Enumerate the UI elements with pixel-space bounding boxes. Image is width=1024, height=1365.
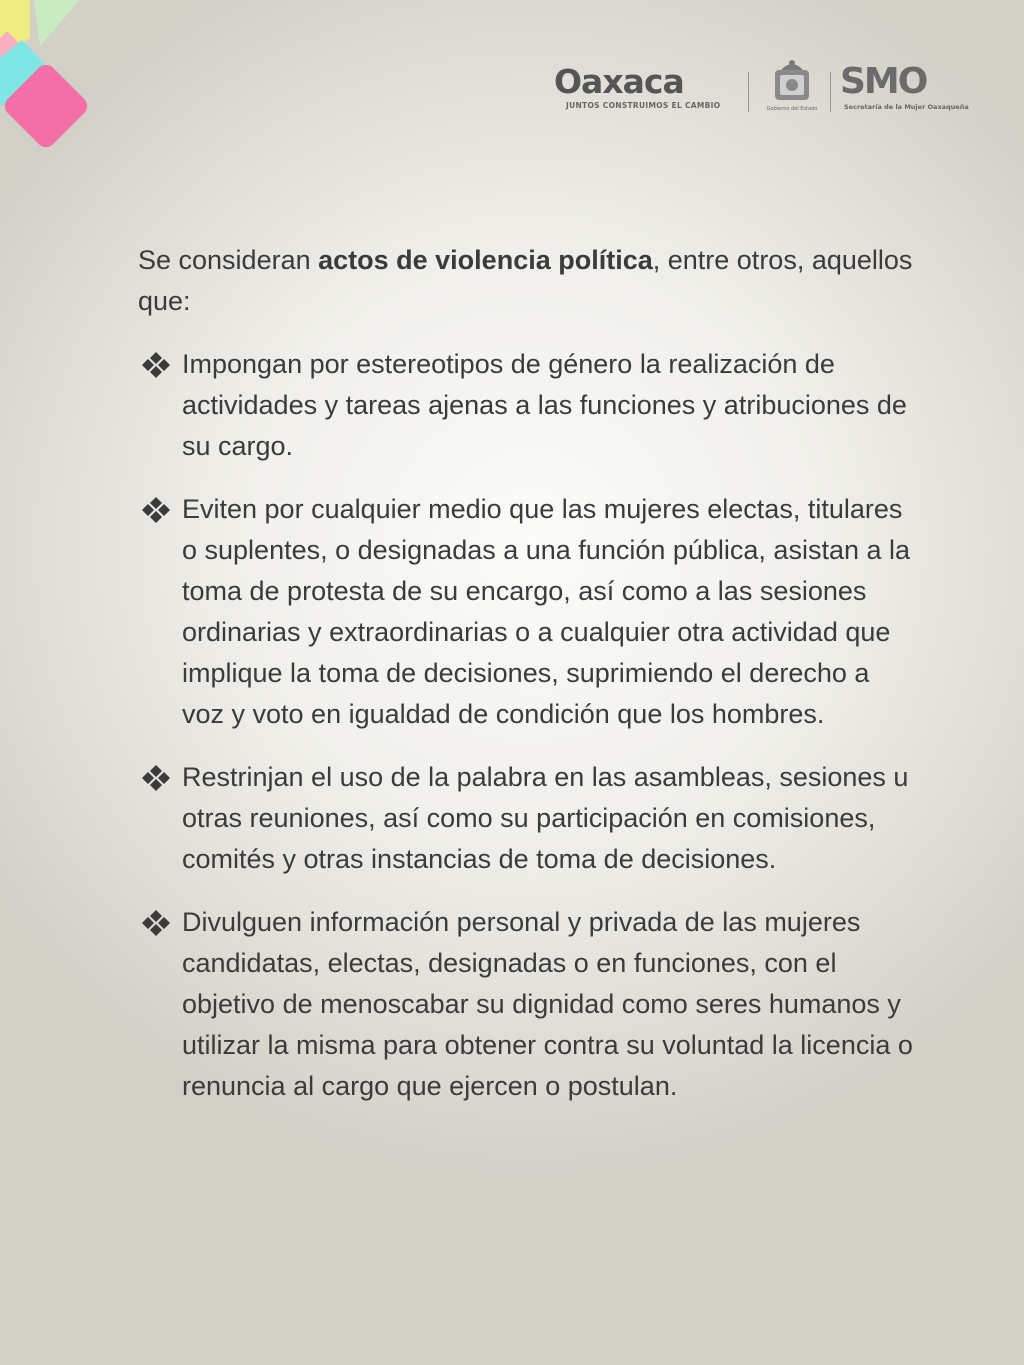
smo-caption: Secretaría de la Mujer Oaxaqueña xyxy=(844,103,969,111)
logo-divider xyxy=(830,72,831,112)
oaxaca-tagline: JUNTOS CONSTRUIMOS EL CAMBIO xyxy=(566,101,721,110)
bullet-text: Divulguen información personal y privada de las mujeres candidatas, electas, designadas o en funciones, con el objetivo de menoscabar su dignidad como seres humanos y utilizar la misma para obtener contra su voluntad la licencia o renuncia al cargo que ejercen o postulan. xyxy=(182,907,913,1101)
slide-content xyxy=(138,240,918,1129)
bullet-text: Impongan por estereotipos de género la realización de actividades y tareas ajenas a las funciones y atribuciones de su cargo. xyxy=(182,349,907,461)
header-logos xyxy=(552,58,972,118)
state-seal-icon xyxy=(769,58,815,102)
logo-divider xyxy=(748,72,749,112)
bullet-text: Eviten por cualquier medio que las mujeres electas, titulares o suplentes, o designadas a una función pública, asistan a la toma de protesta de su encargo, así como a las sesiones ordinarias y extraordinarias o a cualquier otra actividad que implique la toma de decisiones, suprimiendo el derecho a voz y voto en igualdad de condición que los hombres. xyxy=(182,494,911,729)
list-item xyxy=(138,902,918,1107)
bullet-list xyxy=(138,344,918,1107)
smo-wordmark: SMO xyxy=(840,61,927,102)
four-diamond-bullet-icon xyxy=(140,910,172,936)
intro-paragraph xyxy=(138,240,918,322)
oaxaca-logo xyxy=(552,58,740,116)
decorative-corner-shapes xyxy=(0,0,100,180)
four-diamond-bullet-icon xyxy=(140,765,172,791)
smo-logo xyxy=(838,58,972,116)
oaxaca-wordmark: Oaxaca xyxy=(554,62,684,101)
list-item xyxy=(138,344,918,467)
four-diamond-bullet-icon xyxy=(140,352,172,378)
gobierno-caption: Gobierno del Estado xyxy=(766,106,818,112)
intro-text-start: Se consideran xyxy=(138,245,319,275)
four-diamond-bullet-icon xyxy=(140,497,172,523)
list-item xyxy=(138,489,918,735)
bullet-text: Restrinjan el uso de la palabra en las asambleas, sesiones u otras reuniones, así como su participación en comisiones, comités y otras instancias de toma de decisiones. xyxy=(182,762,909,874)
gobierno-seal-logo xyxy=(760,58,824,116)
intro-emphasis: actos de violencia política xyxy=(318,245,653,275)
intro-text-end: , entre otros, aquellos que: xyxy=(138,245,913,316)
list-item xyxy=(138,757,918,880)
